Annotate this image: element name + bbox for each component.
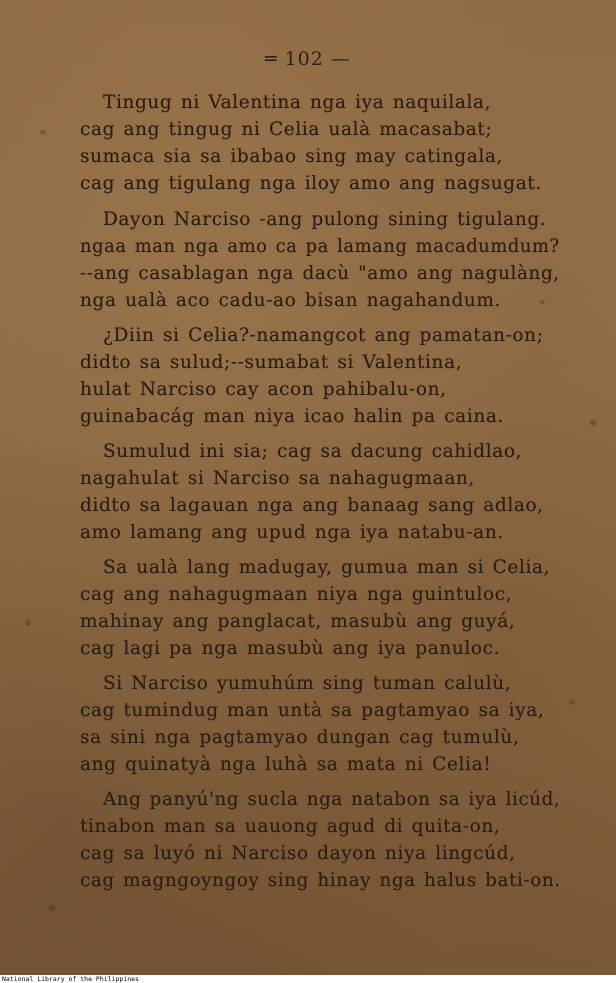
poem-line: nagahulat si Narciso sa nahagugmaan, — [80, 468, 475, 489]
poem-line: sa sini nga pagtamyao dungan cag tumulù, — [80, 727, 520, 748]
poem-line: amo lamang ang upud nga iya natabu-an. — [80, 522, 504, 543]
poem-line: Dayon Narciso -ang pulong sining tigulang. — [103, 209, 547, 230]
library-watermark: National Library of the Philippines — [2, 975, 139, 983]
poem-line: cag sa luyó ni Narciso dayon niya lingcúd, — [80, 843, 516, 864]
stain-spot — [40, 130, 46, 135]
poem-line: didto sa lagauan nga ang banaag sang adlao, — [80, 495, 544, 516]
poem-line: cag tumindug man untà sa pagtamyao sa iya, — [80, 700, 545, 721]
poem-line: --ang casablagan nga dacù "amo ang nagulàng, — [80, 263, 560, 284]
poem-line: guinabacág man niya icao halin pa caina. — [80, 406, 504, 427]
poem-line: cag ang nahagugmaan niya nga guintuloc, — [80, 584, 513, 605]
stain-spot — [540, 300, 545, 304]
poem-line: cag ang tingug ni Celia ualà macasabat; — [80, 119, 493, 140]
poem-line: hulat Narciso cay acon pahibalu-on, — [80, 379, 447, 400]
poem-line: cag magngoyngoy sing hinay nga halus bati-on. — [80, 870, 561, 891]
poem-line: ngaa man nga amo ca pa lamang macadumdum? — [80, 236, 560, 257]
poem-line: mahinay ang panglacat, masubù ang guyá, — [80, 611, 516, 632]
poem-line: sumaca sia sa ibabao sing may catingala, — [80, 146, 503, 167]
poem-line: Ang panyú'ng sucla nga natabon sa iya licúd, — [103, 789, 561, 810]
poem-line: Sumulud ini sia; cag sa dacung cahidlao, — [103, 441, 523, 462]
poem-line: nga ualà aco cadu-ao bisan nagahandum. — [80, 290, 502, 311]
stain-spot — [48, 905, 56, 911]
stain-spot — [570, 700, 575, 705]
poem-line: Sa ualà lang madugay, gumua man si Celia, — [103, 557, 551, 578]
poem-line: ang quinatyà nga luhà sa mata ni Celia! — [80, 754, 492, 775]
page-number: ═ 102 — — [265, 48, 351, 70]
stain-spot — [590, 420, 597, 426]
poem-line: Tingug ni Valentina nga iya naquilala, — [103, 92, 492, 113]
poem-line: Si Narciso yumuhúm sing tuman calulù, — [103, 673, 512, 694]
poem-line: cag ang tigulang nga iloy amo ang nagsugat. — [80, 173, 542, 194]
poem-line: tinabon man sa uauong agud di quita-on, — [80, 816, 501, 837]
poem-line: didto sa sulud;--sumabat si Valentina, — [80, 352, 463, 373]
stain-spot — [25, 620, 31, 626]
poem-line: cag lagi pa nga masubù ang iya panuloc. — [80, 638, 501, 659]
poem-line: ¿Diin si Celia?-namangcot ang pamatan-on; — [103, 325, 544, 346]
